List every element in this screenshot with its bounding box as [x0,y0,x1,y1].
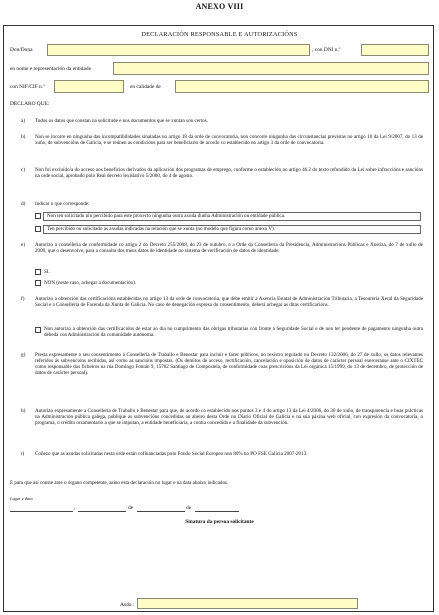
date-separator: , [74,505,76,511]
item-letter: e) [21,242,26,248]
d-option-2-text: Ten percibido ou solicitado as axudas indicadas na relación que se xunta (no modelo que figura como anexo V). [43,225,421,234]
e-yes-checkbox[interactable] [35,269,41,275]
item-g-text: Presta expresamente o seu consentimento á Consellería de Traballo e Benestar para incluír e facer públicos, no rexistro regulado no Decreto 132/2006, do 27 de xullo, os datos relevantes referidos ás subvencións recibidas, así como as sancións impostas. (Os dereitos de acceso, rectificación, cancelación e oposición de datos de carácter persoal exerceranse ante o CIXTEC como responsable dos ficheiros na rúa Domingo Fontán 9, 15702 Santiago de Compostela, de conformidade coas prescricións da Lei orgánica 15/1999, do 13 de decembro, de protección de datos de carácter persoal). [35,352,423,377]
signed-label: Asdo.: [120,602,135,608]
d-option-1-checkbox[interactable] [35,213,41,219]
year-line[interactable] [195,511,239,512]
item-i-text: Coñezo que as axudas solicitadas nesta orde están cofinanciadas polo Fondo Social Europeo nun 80% no PO FSE Galicia 2007-2013. [35,451,308,457]
form-title: DECLARACIÓN RESPONSABLE E AUTORIZACIÓNS [141,31,298,38]
dni-label: , con DNI n.º [312,47,341,53]
closing-text: E para que así conste ante o órgano competente, asino esta declaración no lugar e na data abaixo indicados. [10,480,229,486]
item-h-text: Autorizo expresamente a Consellería de Traballo e Benestar para que, de acordo co establecido nos puntos 3 e 4 do artigo 13 da Lei 4/2006, do 30 de xuño, de transparencia e boas prácticas na Administración pública galega, publique as subvencións concedidas ao abeiro desta Orde no Diario Oficial de Galicia e na súa páxina web oficial, con expresión da convocatoria, o programa, o crédito orzamentario a que se imputan, a entidade beneficiaria, a contía concedida e a finalidade da subvención. [35,408,423,427]
dni-field[interactable] [361,44,429,56]
item-letter: d) [21,201,26,207]
item-b-text: Non se incorre en ningunha das incompatibilidades sinaladas no artigo 18 da orde de convocatoria, non concorre ningunha das circunstancias previstas no artigo 10 da Lei 9/2007, do 13 de xuño, de subvencións de Galicia, e se reúnen as condicións para ser beneficiario de acordo co establecido no artigo 3 da orde de convocatoria. [35,134,423,147]
f-no-authorize-checkbox[interactable] [35,327,41,333]
d-option-2-checkbox[interactable] [35,226,41,232]
e-no-label: NON (neste caso, achegar a documentación). [44,280,137,286]
nif-label: con NIF/CIF n.º [10,84,45,90]
f-no-authorize-text: Non autorizo a obtención das certificacións de estar ao día no cumprimento das obrigas tributarias con fronte á Seguridade Social e de non ter pendente de pagamento ningunha outra débeda coa Administración da comunidade autónoma. [44,326,423,339]
date-de-2: de [186,505,192,511]
nif-field[interactable] [54,80,124,93]
item-f-text: Autorizo a obtención das certificacións establecidas no artigo 13 da orde de convocatoria, que debe emitir a Axencia Estatal de Administración Tributaria, a Tesourería Xeral da Seguridade Social e a Consellería de Facenda da Xunta de Galicia. No caso de denegación expresa do consentimento, deberá achegar as ditas certificacións. [35,296,423,309]
entity-field[interactable] [113,62,429,75]
e-no-checkbox[interactable] [35,280,41,286]
date-de-1: de [128,505,134,511]
item-letter: b) [21,134,26,140]
annex-title: ANEXO VIII [195,2,244,11]
item-letter: g) [21,352,26,358]
declaro-heading: DECLARO QUE: [10,101,50,107]
item-letter: a) [21,118,26,124]
place-date-label: Lugar e data [10,496,33,501]
entity-label: en nome e representación da entidade [10,66,91,72]
signature-caption: Sinatura da persoa solicitante [185,519,254,525]
don-label: Don/Dona [10,47,33,53]
item-letter: c) [21,167,26,173]
month-line[interactable] [137,511,185,512]
item-a-text: Todos os datos que constan na solicitude e nos documentos que se xuntan son certos. [35,118,208,124]
quality-field[interactable] [175,80,429,93]
place-line[interactable] [10,511,73,512]
quality-label: en calidade de [130,84,161,90]
item-letter: h) [21,408,26,414]
e-yes-label: SI. [44,269,50,275]
day-line[interactable] [78,511,126,512]
name-field[interactable] [47,44,310,56]
d-option-1-text: Non ten solicitado nin percibido para este proxecto ningunha outra axuda dunha Administración ou entidade pública. [43,212,421,221]
item-d-text: Indicar o que corresponde: [35,201,90,207]
item-e-text: Autorizo a consellería de conformidade co artigo 2 do Decreto 255/2008, do 23 de outubro, e a Orde da Consellería da Presidencia, Administracións Públicas e Xustiza, do 7 de xullo de 2009, que o desenvolve, para a consulta dos meus datos de identidade no sistema de verificación de datos de identidade. [35,242,423,255]
item-letter: f) [21,296,25,302]
item-c-text: Non foi excluído/a do acceso aos beneficios derivados da aplicación dos programas de emprego, conforme o establecido no artigo 46.2 do texto refundido da Lei sobre infraccións e sancións na orde social, aprobado polo Real decreto lexislativo 5/2000, do 4 de agosto. [35,167,423,180]
signer-name-field[interactable] [137,598,358,609]
item-letter: i) [21,451,25,457]
